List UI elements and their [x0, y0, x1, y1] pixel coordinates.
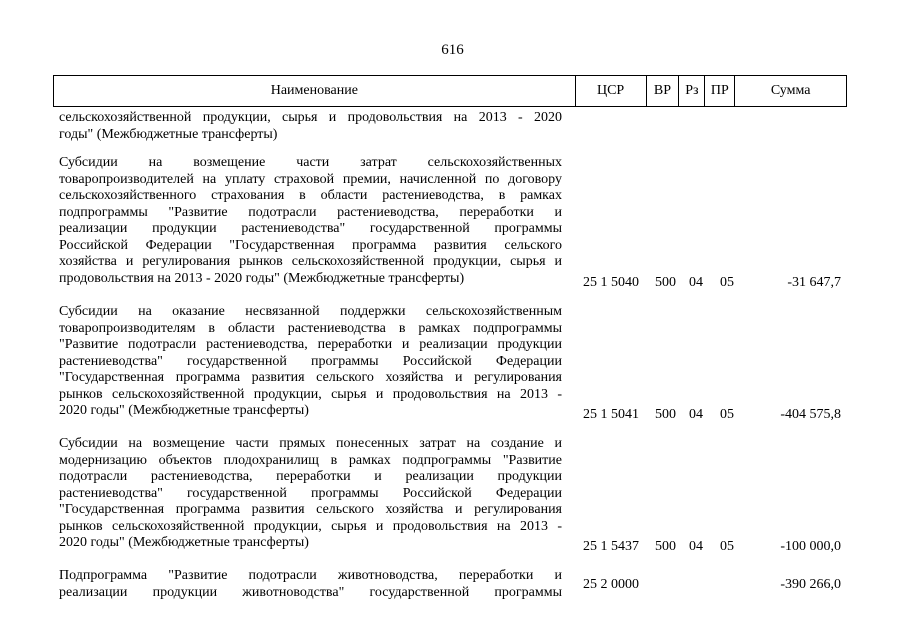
row-sum: -404 575,8 — [780, 407, 841, 422]
row-pr: 05 — [720, 275, 734, 290]
column-header-rz: Рз — [679, 76, 705, 106]
column-header-sum: Сумма — [770, 83, 811, 98]
column-header-name: Наименование — [54, 76, 576, 106]
row-name-line: Субсидии на возмещение части затрат сельскохозяйственных — [59, 155, 562, 170]
page-number: 616 — [441, 42, 464, 58]
row-name-line: 2020 годы" (Межбюджетные трансферты) — [59, 403, 309, 418]
column-header-csr: ЦСР — [576, 76, 647, 106]
row-csr: 25 1 5040 — [583, 275, 639, 290]
row-name-line: реализации продукции растениеводства" государственной программы — [59, 221, 562, 236]
row-rz: 04 — [689, 407, 703, 422]
row-csr: 25 1 5041 — [583, 407, 639, 422]
row-name-line: Субсидии на оказание несвязанной поддержки сельскохозяйственным — [59, 304, 562, 319]
row-name-line: 2020 годы" (Межбюджетные трансферты) — [59, 535, 309, 550]
row-name-line: "Развитие подотрасли растениеводства, переработки и реализации продукции — [59, 337, 562, 352]
column-header-vr: ВР — [647, 76, 680, 106]
row-name-line: годы" (Межбюджетные трансферты) — [59, 126, 278, 142]
row-name — [59, 155, 562, 287]
row-name-line: "Государственная программа развития сельского хозяйства и регулирования — [59, 502, 562, 517]
row-name-line: рынков сельскохозяйственной продукции, сырья и продовольствия на 2013 - — [59, 518, 562, 534]
row-name — [59, 304, 562, 420]
row-rz: 04 — [689, 275, 703, 290]
row-name-line: растениеводства" государственной программы Российской Федерации — [59, 485, 562, 501]
row-vr: 500 — [655, 275, 676, 290]
row-pr: 05 — [720, 407, 734, 422]
row-name — [59, 436, 562, 552]
row-name-line: растениеводства" государственной программы Российской Федерации — [59, 353, 562, 369]
row-pr: 05 — [720, 539, 734, 554]
row-vr: 500 — [655, 407, 676, 422]
row-csr: 25 2 0000 — [583, 577, 639, 592]
row-name-line: реализации продукции животноводства" государственной программы — [59, 584, 562, 600]
row-name-line: хозяйства и регулирования рынков сельскохозяйственной продукции, сырья и — [59, 254, 562, 269]
row-vr: 500 — [655, 539, 676, 554]
row-name-line: сельскохозяйственной продукции, сырья и продовольствия на 2013 - 2020 — [59, 110, 562, 125]
row-name — [59, 568, 562, 601]
row-name-line: Субсидии на возмещение части прямых понесенных затрат на создание и — [59, 436, 562, 451]
column-header-pr: ПР — [705, 76, 735, 106]
row-name-line: сельскохозяйственного страхования в области растениеводства, в рамках — [59, 188, 562, 203]
row-name-line: рынков сельскохозяйственной продукции, сырья и продовольствия на 2013 - — [59, 386, 562, 402]
row-name — [59, 110, 562, 143]
row-sum: -100 000,0 — [780, 539, 841, 554]
row-csr: 25 1 5437 — [583, 539, 639, 554]
row-sum: -31 647,7 — [787, 275, 841, 290]
row-name-line: подпрограммы "Развитие подотрасли растениеводства, переработки и — [59, 204, 562, 220]
row-sum: -390 266,0 — [780, 577, 841, 592]
row-name-line: товаропроизводителям в области растениеводства в рамках подпрограммы — [59, 320, 562, 336]
row-name-line: "Государственная программа развития сельского хозяйства и регулирования — [59, 370, 562, 385]
row-name-line: подотрасли растениеводства, переработки и реализации продукции — [59, 469, 562, 484]
row-rz: 04 — [689, 539, 703, 554]
row-name-line: Российской Федерации "Государственная программа развития сельского — [59, 237, 562, 253]
row-name-line: продовольствия на 2013 - 2020 годы" (Межбюджетные трансферты) — [59, 270, 465, 286]
row-name-line: товаропроизводителей на уплату страховой премии, начисленной по договору — [59, 171, 562, 187]
row-name-line: модернизацию объектов плодохранилищ в рамках подпрограммы "Развитие — [59, 452, 562, 468]
table-header — [53, 75, 847, 107]
row-name-line: Подпрограмма "Развитие подотрасли животноводства, переработки и — [59, 568, 562, 583]
